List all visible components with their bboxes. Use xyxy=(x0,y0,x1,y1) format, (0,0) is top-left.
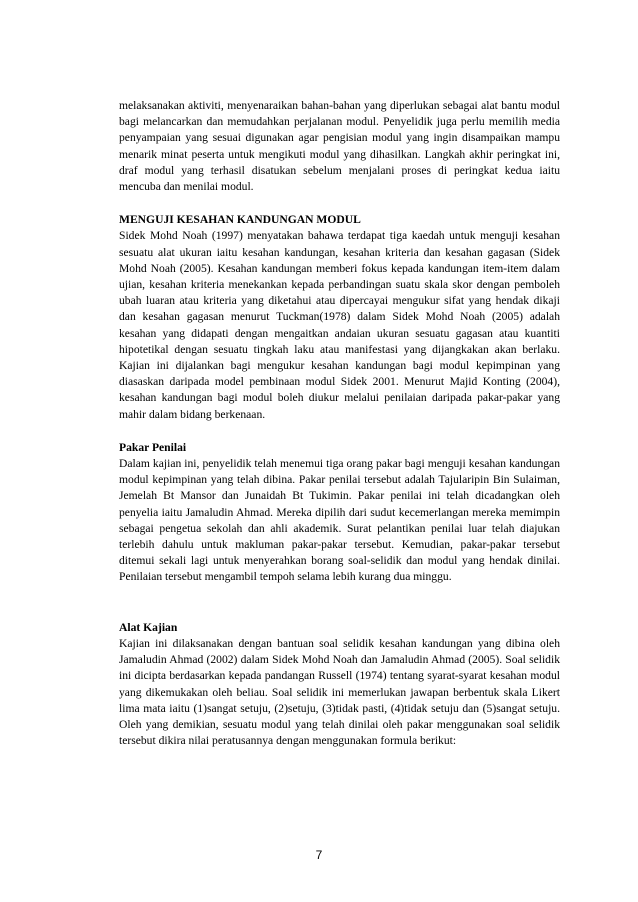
section-heading-menguji-kesahan: MENGUJI KESAHAN KANDUNGAN MODUL xyxy=(119,213,361,227)
section-heading-alat-kajian: Alat Kajian xyxy=(119,620,178,634)
intro-paragraph: melaksanakan aktiviti, menyenaraikan bahan-bahan yang diperlukan sebagai alat bantu modul bagi melancarkan dan memudahkan perjalanan modul. Penyelidik juga perlu memilih media penyampaian yang sesuai digunakan agar pengisian modul yang ingin disampaikan mampu menarik minat peserta untuk mengikuti modul yang dihasilkan. Langkah akhir peringkat ini, draf modul yang terhasil disatukan sebelum menjalani proses di peringkat kedua iaitu mencuba dan menilai modul. xyxy=(119,99,560,194)
section-body-alat-kajian: Kajian ini dilaksanakan dengan bantuan soal selidik kesahan kandungan yang dibina oleh Jamaludin Ahmad (2002) dalam Sidek Mohd Noah dan Jamaludin Ahmad (2005). Soal selidik ini dicipta berdasarkan kepada pandangan Russell (1974) tentang syarat-syarat kesahan modul yang dikemukakan oleh beliau. Soal selidik ini memerlukan jawapan berbentuk skala Likert lima mata iaitu (1)sangat setuju, (2)setuju, (3)tidak pasti, (4)tidak setuju dan (5)sangat setuju. Oleh yang demikian, sesuatu modul yang telah dinilai oleh pakar menggunakan soal selidik tersebut dikira nilai peratusannya dengan menggunakan formula berikut: xyxy=(119,636,560,748)
paragraph-spacer xyxy=(119,195,560,212)
paragraph-spacer xyxy=(119,423,560,440)
page-content xyxy=(119,98,560,749)
section-heading-pakar-penilai: Pakar Penilai xyxy=(119,440,187,454)
section-body-menguji-kesahan: Sidek Mohd Noah (1997) menyatakan bahawa terdapat tiga kaedah untuk menguji kesahan sesuatu alat ukuran iaitu kesahan kandungan, kesahan kriteria dan kesahan gagasan (Sidek Mohd Noah (2005). Kesahan kandungan memberi fokus kepada kandungan item-item dalam ujian, kesahan kriteria menekankan kepada perbandingan suatu skala skor dengan pemboleh ubah luaran atau kriteria yang diketahui atau dipercayai mengukur sifat yang hendak dikaji dan kesahan gagasan menurut Tuckman(1978) dalam Sidek Mohd Noah (2005) adalah kesahan yang didapati dengan mengaitkan andaian ukuran sesuatu gagasan atau kuantiti hipotetikal dengan sesuatu tingkah laku atau manifestasi yang dijangkakan akan berlaku. Kajian ini dijalankan bagi mengukur kesahan kandungan bagi modul kepimpinan yang diasaskan daripada model pembinaan modul Sidek 2001. Menurut Majid Konting (2004), kesahan kandungan bagi modul boleh diukur melalui penilaian daripada pakar-pakar yang mahir dalam bidang berkenaan. xyxy=(119,229,560,421)
paragraph-spacer xyxy=(119,586,560,620)
page-number: 7 xyxy=(315,848,323,862)
section-body-pakar-penilai: Dalam kajian ini, penyelidik telah menemui tiga orang pakar bagi menguji kesahan kandungan modul kepimpinan yang telah dibina. Pakar penilai tersebut adalah Tajularipin Bin Sulaiman, Jemelah Bt Mansor dan Junaidah Bt Tukimin. Pakar penilai ini telah dicadangkan oleh penyelia iaitu Jamaludin Ahmad. Mereka dipilih dari sudut kecemerlangan mereka memimpin sebagai pengetua sekolah dan ahli akademik. Surat pelantikan penilai luar telah diajukan terlebih dahulu untuk makluman pakar-pakar tersebut. Kemudian, pakar-pakar tersebut ditemui sekali lagi untuk menyerahkan borang soal-selidik dan modul yang hendak dinilai. Penilaian tersebut mengambil tempoh selama lebih kurang dua minggu. xyxy=(119,457,560,584)
